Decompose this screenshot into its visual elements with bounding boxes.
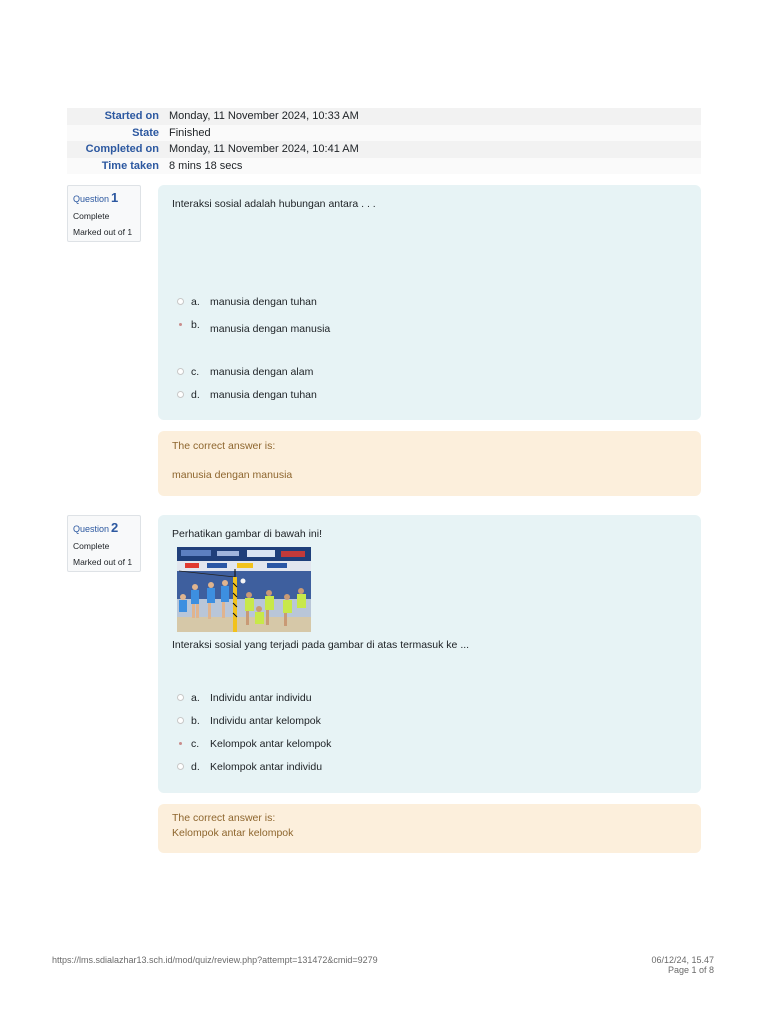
- question-2-content: [158, 515, 701, 793]
- radio-button[interactable]: [177, 368, 184, 375]
- question-2-info: [67, 515, 141, 572]
- answer-option-a[interactable]: [177, 296, 317, 308]
- question-state: Complete: [73, 211, 110, 221]
- question-number: [73, 190, 135, 205]
- question-1-info: [67, 185, 141, 242]
- option-text: Individu antar kelompok: [210, 715, 321, 727]
- summary-key: Time taken: [101, 159, 159, 172]
- option-text: Kelompok antar individu: [210, 761, 323, 773]
- answer-option-b[interactable]: [177, 319, 330, 335]
- radio-button[interactable]: [177, 763, 184, 770]
- summary-key: Started on: [104, 110, 159, 123]
- question-grade: Marked out of 1: [73, 557, 133, 567]
- answer-option-a[interactable]: [177, 692, 312, 704]
- option-text: Kelompok antar kelompok: [210, 738, 332, 750]
- question-number-value: 1: [111, 190, 119, 205]
- question-state: Complete: [73, 541, 110, 551]
- radio-button-selected[interactable]: [177, 321, 184, 328]
- answer-option-b[interactable]: [177, 715, 321, 727]
- answer-option-c[interactable]: [177, 738, 331, 750]
- answer-option-d[interactable]: [177, 761, 322, 773]
- summary-row-state: [67, 125, 701, 142]
- option-text: manusia dengan manusia: [210, 323, 331, 335]
- question-2-feedback: [158, 804, 701, 853]
- summary-row-completed: [67, 141, 701, 158]
- option-text: Individu antar individu: [210, 692, 312, 704]
- question-prompt: Interaksi sosial yang terjadi pada gambar di atas termasuk ke ...: [172, 639, 470, 651]
- attempt-summary-table: [67, 108, 701, 174]
- option-letter: a.: [191, 692, 200, 704]
- question-1-feedback: [158, 431, 701, 496]
- question-1-content: [158, 185, 701, 420]
- question-grade: Marked out of 1: [73, 227, 133, 237]
- option-text: manusia dengan tuhan: [210, 296, 317, 308]
- summary-key: State: [132, 126, 159, 139]
- radio-button-selected[interactable]: [177, 740, 184, 747]
- feedback-correct-answer: manusia dengan manusia: [172, 469, 293, 481]
- option-text: manusia dengan alam: [210, 366, 314, 378]
- summary-row-started: [67, 108, 701, 125]
- summary-row-time-taken: [67, 158, 701, 175]
- question-label: Question: [73, 194, 110, 204]
- option-letter: c.: [191, 366, 200, 378]
- radio-button[interactable]: [177, 717, 184, 724]
- option-letter: b.: [191, 319, 200, 331]
- question-number-value: 2: [111, 520, 119, 535]
- summary-value: Monday, 11 November 2024, 10:33 AM: [169, 110, 359, 123]
- option-letter: d.: [191, 761, 200, 773]
- footer-datetime: 06/12/24, 15.47: [651, 955, 714, 965]
- option-letter: c.: [191, 738, 200, 750]
- question-label: Question: [73, 524, 110, 534]
- option-letter: d.: [191, 389, 200, 401]
- option-text: manusia dengan tuhan: [210, 389, 317, 401]
- question-number: [73, 520, 135, 535]
- option-letter: a.: [191, 296, 200, 308]
- summary-value: 8 mins 18 secs: [169, 159, 243, 172]
- footer-meta: [651, 955, 714, 975]
- radio-button[interactable]: [177, 298, 184, 305]
- volleyball-photo: [177, 547, 311, 632]
- radio-button[interactable]: [177, 391, 184, 398]
- answer-option-c[interactable]: [177, 366, 313, 378]
- summary-value: Finished: [169, 126, 211, 139]
- feedback-title: The correct answer is:: [172, 440, 276, 452]
- feedback-title: The correct answer is:: [172, 812, 276, 824]
- summary-key: Completed on: [85, 143, 159, 156]
- volleyball-photo-image: [177, 547, 311, 632]
- footer-url: https://lms.sdialazhar13.sch.id/mod/quiz/review.php?attempt=131472&cmid=9279: [52, 955, 378, 965]
- option-letter: b.: [191, 715, 200, 727]
- footer-page-number: Page 1 of 8: [667, 965, 714, 975]
- feedback-correct-answer: Kelompok antar kelompok: [172, 827, 294, 839]
- radio-button[interactable]: [177, 694, 184, 701]
- question-text: Perhatikan gambar di bawah ini!: [172, 528, 323, 540]
- summary-value: Monday, 11 November 2024, 10:41 AM: [169, 143, 359, 156]
- answer-option-d[interactable]: [177, 389, 317, 401]
- question-text: Interaksi sosial adalah hubungan antara . . .: [172, 198, 376, 210]
